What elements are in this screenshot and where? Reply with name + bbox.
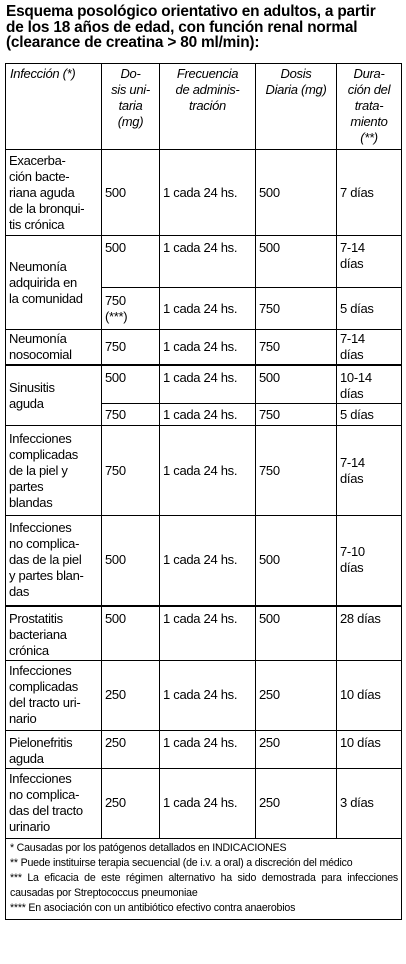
cell-line: (mg): [117, 114, 144, 129]
cell-line: 750: [105, 406, 126, 422]
cell-infection: [6, 768, 102, 838]
cell-line: blandas: [9, 494, 53, 510]
cell-line: tración: [189, 98, 226, 113]
cell-line: Pielonefritis: [9, 734, 73, 750]
cell-daily-dose: 250: [256, 730, 337, 768]
footnote-3: *** La eficacia de este régimen alternativo ha sido demostrada para infecciones causadas por Streptococcus pneumoniae: [10, 871, 398, 899]
cell-frequency: 1 cada 24 hs.: [160, 768, 256, 838]
cell-line: ción bacte-: [9, 168, 70, 184]
cell-duration: [337, 330, 402, 366]
cell-dose: [102, 330, 160, 366]
cell-line: y partes blan-: [9, 568, 84, 584]
cell-dose: [102, 404, 160, 426]
cell-line: 10 días: [340, 687, 381, 702]
cell-dose: [102, 150, 160, 236]
header-duracion: [337, 64, 402, 150]
table-row: [6, 768, 402, 838]
table-row: [6, 150, 402, 236]
cell-daily-dose: 750: [256, 404, 337, 426]
cell-line: de la bronqui-: [9, 200, 85, 216]
cell-line: complicadas: [9, 679, 78, 694]
cell-line: 7 días: [340, 184, 374, 200]
cell-infection: [6, 365, 102, 426]
cell-dose: [102, 365, 160, 404]
cell-line: 250: [105, 795, 126, 810]
cell-line: 500: [105, 370, 126, 385]
cell-line: 5 días: [340, 300, 374, 316]
cell-frequency: 1 cada 24 hs.: [160, 236, 256, 288]
cell-duration: [337, 606, 402, 661]
cell-line: Infecciones: [9, 771, 72, 786]
cell-line: nosocomial: [9, 347, 72, 362]
cell-line: das: [9, 584, 30, 600]
cell-line: ción del: [347, 82, 391, 97]
cell-duration: [337, 236, 402, 288]
cell-line: no complica-: [9, 536, 80, 552]
cell-frequency: 1 cada 24 hs.: [160, 660, 256, 730]
cell-line: Neumonía: [9, 331, 67, 346]
cell-duration: [337, 730, 402, 768]
cell-line: días: [340, 470, 364, 486]
cell-infection: [6, 236, 102, 330]
cell-infection: [6, 330, 102, 366]
cell-line: días: [340, 256, 364, 271]
cell-line: Diaria (mg): [265, 82, 327, 97]
cell-line: riana aguda: [9, 184, 75, 200]
cell-line: 7-14: [340, 240, 365, 255]
cell-line: 10 días: [340, 734, 381, 750]
cell-dose: [102, 606, 160, 661]
cell-line: das del tracto: [9, 803, 83, 818]
table-row: [6, 660, 402, 730]
cell-daily-dose: 750: [256, 288, 337, 330]
cell-duration: [337, 150, 402, 236]
cell-line: crónica: [9, 642, 49, 658]
cell-line: la comunidad: [9, 290, 83, 306]
document-title: [6, 4, 404, 51]
table-row: [6, 516, 402, 606]
cell-frequency: 1 cada 24 hs.: [160, 288, 256, 330]
footnote-4: **** En asociación con un antibiótico efectivo contra anaerobios: [10, 901, 296, 914]
cell-line: Dura-: [353, 66, 385, 81]
cell-daily-dose: 500: [256, 365, 337, 404]
cell-line: 750: [105, 292, 126, 308]
cell-dose: [102, 288, 160, 330]
cell-frequency: 1 cada 24 hs.: [160, 330, 256, 366]
cell-line: del tracto uri-: [9, 695, 81, 710]
cell-infection: [6, 730, 102, 768]
cell-line: trata-: [354, 98, 384, 113]
header-dosis-unitaria: [102, 64, 160, 150]
cell-line: Sinusitis: [9, 379, 55, 395]
cell-duration: [337, 660, 402, 730]
cell-line: sis uni-: [111, 82, 150, 97]
cell-line: 500: [105, 610, 126, 626]
cell-duration: [337, 404, 402, 426]
cell-line: Dosis: [280, 66, 312, 81]
cell-line: (***): [105, 308, 128, 324]
cell-line: no complica-: [9, 787, 80, 802]
title-line-3: (clearance de creatina > 80 ml/min):: [6, 34, 260, 51]
cell-daily-dose: 500: [256, 236, 337, 288]
cell-line: días: [340, 386, 364, 401]
cell-infection: [6, 660, 102, 730]
cell-frequency: 1 cada 24 hs.: [160, 404, 256, 426]
cell-daily-dose: 250: [256, 660, 337, 730]
table-row: [6, 330, 402, 366]
cell-line: adquirida en: [9, 274, 77, 290]
cell-dose: [102, 426, 160, 516]
cell-daily-dose: 250: [256, 768, 337, 838]
cell-line: 500: [105, 240, 126, 255]
cell-dose: [102, 660, 160, 730]
cell-infection: [6, 516, 102, 606]
cell-line: 7-14: [340, 331, 365, 346]
cell-line: 28 días: [340, 610, 381, 626]
header-frecuencia: [160, 64, 256, 150]
header-dosis-diaria: [256, 64, 337, 150]
cell-line: urinario: [9, 819, 50, 834]
cell-line: 500: [105, 184, 126, 200]
cell-line: Neumonía: [9, 258, 67, 274]
cell-line: das de la piel: [9, 552, 82, 568]
cell-dose: [102, 236, 160, 288]
footnote-1: * Causadas por los patógenos detallados en INDICACIONES: [10, 841, 287, 854]
cell-frequency: 1 cada 24 hs.: [160, 730, 256, 768]
cell-line: Infecciones: [9, 520, 72, 536]
table-row: [6, 426, 402, 516]
cell-frequency: 1 cada 24 hs.: [160, 516, 256, 606]
cell-line: aguda: [9, 750, 44, 766]
dosage-table: [5, 63, 402, 920]
cell-line: 10-14: [340, 370, 372, 385]
cell-line: Prostatitis: [9, 610, 63, 626]
cell-line: nario: [9, 711, 37, 726]
cell-duration: [337, 768, 402, 838]
cell-duration: [337, 365, 402, 404]
cell-daily-dose: 500: [256, 150, 337, 236]
cell-line: 750: [105, 339, 126, 354]
cell-line: miento: [350, 114, 388, 129]
cell-line: 250: [105, 734, 126, 750]
cell-line: tis crónica: [9, 216, 65, 232]
cell-infection: [6, 606, 102, 661]
cell-duration: [337, 426, 402, 516]
cell-line: 7-10: [340, 544, 365, 560]
cell-line: (**): [360, 130, 378, 145]
cell-line: 500: [105, 552, 126, 568]
table-row: [6, 730, 402, 768]
cell-line: 750: [105, 462, 126, 478]
cell-line: Infecciones: [9, 663, 72, 678]
cell-line: 7-14: [340, 454, 365, 470]
cell-dose: [102, 768, 160, 838]
title-line-2: de los 18 años de edad, con función renal normal: [6, 18, 358, 36]
cell-frequency: 1 cada 24 hs.: [160, 606, 256, 661]
cell-line: 5 días: [340, 406, 374, 422]
cell-frequency: 1 cada 24 hs.: [160, 150, 256, 236]
table-row: [6, 365, 402, 404]
cell-dose: [102, 730, 160, 768]
cell-duration: [337, 288, 402, 330]
header-infeccion: Infección (*): [6, 64, 102, 150]
cell-line: de la piel y: [9, 462, 68, 478]
cell-line: días: [340, 560, 364, 576]
cell-infection: [6, 150, 102, 236]
footnotes: [6, 838, 402, 919]
cell-daily-dose: 500: [256, 606, 337, 661]
table-row: [6, 236, 402, 288]
cell-line: días: [340, 347, 364, 362]
footnote-2: ** Puede instituirse terapia secuencial (de i.v. a oral) a discreción del médico: [10, 856, 353, 869]
cell-line: partes: [9, 478, 44, 494]
cell-frequency: 1 cada 24 hs.: [160, 365, 256, 404]
cell-line: Do-: [120, 66, 141, 81]
cell-line: 250: [105, 687, 126, 702]
cell-line: taria: [118, 98, 143, 113]
cell-line: Frecuencia: [176, 66, 239, 81]
table-row: [6, 606, 402, 661]
footnotes-row: [6, 838, 402, 919]
cell-line: 3 días: [340, 795, 374, 810]
cell-infection: [6, 426, 102, 516]
cell-line: de adminis-: [175, 82, 240, 97]
cell-line: Exacerba-: [9, 152, 66, 168]
cell-daily-dose: 750: [256, 330, 337, 366]
table-header-row: [6, 64, 402, 150]
cell-line: aguda: [9, 395, 44, 411]
cell-line: Infecciones: [9, 430, 72, 446]
cell-line: bacteriana: [9, 626, 67, 642]
cell-duration: [337, 516, 402, 606]
cell-daily-dose: 750: [256, 426, 337, 516]
cell-frequency: 1 cada 24 hs.: [160, 426, 256, 516]
cell-daily-dose: 500: [256, 516, 337, 606]
cell-dose: [102, 516, 160, 606]
title-line-1: Esquema posológico orientativo en adultos, a partir: [6, 3, 376, 20]
cell-line: complicadas: [9, 446, 78, 462]
